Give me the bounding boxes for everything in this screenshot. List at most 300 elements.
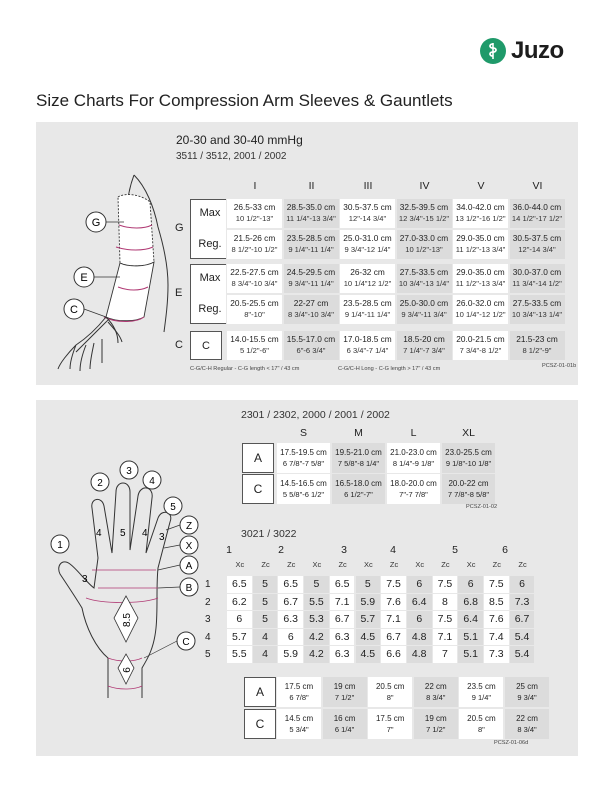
gauntlet-cell-cm: 19.5-21.0 cm bbox=[335, 448, 382, 457]
finger-cell-4-6: 6.7 bbox=[381, 629, 406, 646]
glove-code: PCSZ-01-06d bbox=[494, 740, 529, 746]
row-label-g-reg: Reg. bbox=[198, 238, 222, 250]
diagram-label-e-text: E bbox=[80, 272, 88, 284]
arm-cell-cm: 27.5-33.5 cm bbox=[512, 298, 562, 308]
glove-cell-cm: 16 cm bbox=[333, 714, 356, 723]
finger-cell-3-4: 6.7 bbox=[330, 611, 355, 628]
arm-cell-inch: 9 1/4"-11 1/4" bbox=[288, 245, 334, 254]
arm-cell-cm: 29.0-35.0 cm bbox=[456, 233, 505, 243]
gauntlet-row-label-a: A bbox=[242, 443, 274, 473]
arm-cell-e-1-1 bbox=[284, 295, 339, 324]
arm-cell-cm: 25.0-30.0 cm bbox=[399, 298, 449, 308]
gauntlet-models: 2301 / 2302, 2000 / 2001 / 2002 bbox=[241, 409, 390, 421]
finger-subcol-11: Zc bbox=[518, 560, 527, 569]
gauntlet-cell-inch: 8 1/4"-9 1/8" bbox=[392, 459, 435, 468]
arm-cell-cm: 29.0-35.0 cm bbox=[456, 267, 505, 277]
finger-row-4: 4 bbox=[205, 631, 211, 643]
arm-cell-cm: 26.0-32.0 cm bbox=[456, 298, 505, 308]
finger-cell-2-3: 5.5 bbox=[304, 594, 329, 611]
juzo-logo-icon bbox=[480, 38, 506, 64]
glove-cell-c-4 bbox=[459, 709, 503, 739]
finger-cell-2-0: 6.2 bbox=[227, 594, 252, 611]
arm-cell-e-0-2 bbox=[340, 264, 395, 293]
gauntlet-size-header-m: M bbox=[354, 427, 363, 439]
finger-cell-3-8: 7.5 bbox=[433, 611, 458, 628]
arm-cell-e-1-5 bbox=[510, 295, 565, 324]
arm-cell-inch: 10 1/4"-12 1/2" bbox=[455, 310, 506, 319]
finger-cell-1-11: 6 bbox=[510, 576, 535, 593]
glove-cell-a-4 bbox=[459, 677, 503, 707]
arm-cell-cm: 28.5-35.0 cm bbox=[286, 202, 336, 212]
size-header-iii: III bbox=[363, 180, 373, 192]
finger-subcol-7: Xc bbox=[415, 560, 425, 569]
arm-cell-cm: 20.0-21.5 cm bbox=[456, 334, 505, 344]
arm-cell-inch: 12 3/4"-15 1/2" bbox=[398, 214, 450, 223]
arm-cell-e-0-5 bbox=[510, 264, 565, 293]
glove-cell-c-3 bbox=[414, 709, 458, 739]
arm-cell-inch: 10 3/4"-13 1/4" bbox=[398, 279, 450, 288]
svg-text:3: 3 bbox=[126, 466, 132, 477]
row-label-g-max: Max bbox=[199, 207, 221, 219]
finger-cell-3-1: 5 bbox=[253, 611, 278, 628]
gauntlet-code: PCSZ-01-02 bbox=[466, 504, 498, 510]
arm-cell-e-1-4 bbox=[453, 295, 508, 324]
glove-cell-cm: 22 cm bbox=[424, 682, 447, 691]
arm-cell-inch: 11 3/4"-14 1/2" bbox=[512, 279, 562, 288]
arm-cell-g-0-5 bbox=[510, 199, 565, 228]
arm-cell-g-0-3 bbox=[397, 199, 452, 228]
arm-cell-e-0-4 bbox=[453, 264, 508, 293]
diagram-label-g-text: G bbox=[91, 217, 101, 229]
finger-cell-3-11: 6.7 bbox=[510, 611, 535, 628]
glove-cell-inch: 8" bbox=[477, 725, 485, 734]
finger-cell-2-1: 5 bbox=[253, 594, 278, 611]
group-letter-g: G bbox=[175, 222, 184, 234]
gauntlet-cell-cm: 21.0-23.0 cm bbox=[390, 448, 437, 457]
svg-text:A: A bbox=[185, 561, 193, 572]
arm-cell-inch: 7 3/4"-8 1/2" bbox=[459, 346, 502, 355]
arm-cell-cm: 17.0-18.5 cm bbox=[343, 334, 392, 344]
gauntlet-size-header-l: L bbox=[410, 427, 417, 439]
glove-cell-a-2 bbox=[368, 677, 412, 707]
arm-cell-inch: 7 1/4"-7 3/4" bbox=[403, 346, 445, 355]
finger-subcol-0: Xc bbox=[235, 560, 245, 569]
arm-cell-cm: 30.5-37.5 cm bbox=[512, 233, 562, 243]
glove-cell-inch: 6 1/4" bbox=[334, 725, 355, 734]
finger-subcol-5: Xc bbox=[363, 560, 373, 569]
page-title: Size Charts For Compression Arm Sleeves & Gauntlets bbox=[36, 91, 453, 110]
arm-cell-cm: 21.5-26 cm bbox=[233, 233, 276, 243]
finger-col-5: 5 bbox=[452, 544, 458, 556]
arm-cell-g-1-2 bbox=[340, 230, 395, 259]
arm-cell-c-0-1 bbox=[284, 331, 339, 360]
finger-cell-2-6: 7.6 bbox=[381, 594, 406, 611]
hand-diagram bbox=[46, 458, 216, 718]
finger-subcol-9: Xc bbox=[466, 560, 476, 569]
arm-cell-cm: 26-32 cm bbox=[350, 267, 385, 277]
finger-cell-1-4: 6.5 bbox=[330, 576, 355, 593]
finger-cell-4-1: 4 bbox=[253, 629, 278, 646]
arm-cell-cm: 22-27 cm bbox=[293, 298, 329, 308]
gauntlet-cell-cm: 17.5-19.5 cm bbox=[280, 448, 327, 457]
arm-cell-inch: 8 3/4"-10 3/4" bbox=[231, 279, 278, 288]
gauntlet-cell-inch: 7"-7 7/8" bbox=[399, 490, 428, 499]
finger-cell-2-7: 6.4 bbox=[407, 594, 432, 611]
finger-cell-1-8: 7.5 bbox=[433, 576, 458, 593]
juzo-logo bbox=[480, 36, 564, 66]
gauntlet-cell-a-2 bbox=[387, 443, 440, 473]
arm-cell-g-1-5 bbox=[510, 230, 565, 259]
finger-subcol-3: Xc bbox=[312, 560, 322, 569]
finger-cell-1-9: 6 bbox=[458, 576, 483, 593]
glove-cell-cm: 17.5 cm bbox=[284, 682, 314, 691]
finger-cell-4-11: 5.4 bbox=[510, 629, 535, 646]
arm-cell-cm: 26.5-33 cm bbox=[233, 202, 276, 212]
finger-cell-4-8: 7.1 bbox=[433, 629, 458, 646]
arm-cell-inch: 8 1/2"-9" bbox=[522, 346, 552, 355]
svg-text:Z: Z bbox=[185, 521, 193, 532]
arm-cell-inch: 8 3/4"-10 3/4" bbox=[288, 310, 334, 319]
arm-cell-cm: 24.5-29.5 cm bbox=[286, 267, 336, 277]
finger-cell-2-8: 8 bbox=[433, 594, 458, 611]
size-header-ii: II bbox=[308, 180, 315, 192]
finger-row-5: 5 bbox=[205, 649, 211, 661]
glove-cell-a-5 bbox=[505, 677, 549, 707]
arm-cell-inch: 13 1/2"-16 1/2" bbox=[455, 214, 506, 223]
arm-cell-cm: 32.5-39.5 cm bbox=[399, 202, 449, 212]
finger-cell-5-9: 5.1 bbox=[458, 646, 483, 663]
glove-cell-inch: 8 3/4" bbox=[426, 693, 446, 702]
finger-cell-5-4: 6.3 bbox=[330, 646, 355, 663]
finger-cell-2-4: 7.1 bbox=[330, 594, 355, 611]
gauntlet-size-header-xl: XL bbox=[462, 427, 475, 439]
arm-chart-models: 3511 / 3512, 2001 / 2002 bbox=[176, 151, 287, 162]
finger-row-2: 2 bbox=[205, 596, 211, 608]
arm-cell-e-0-1 bbox=[284, 264, 339, 293]
glove-cell-cm: 14.5 cm bbox=[284, 714, 314, 723]
finger-subcol-4: Zc bbox=[338, 560, 347, 569]
finger-cell-4-9: 5.1 bbox=[458, 629, 483, 646]
finger-cell-4-0: 5.7 bbox=[227, 629, 252, 646]
glove-cell-a-3 bbox=[414, 677, 458, 707]
finger-cell-1-7: 6 bbox=[407, 576, 432, 593]
size-header-i: I bbox=[253, 180, 257, 192]
arm-cell-e-1-0 bbox=[227, 295, 282, 324]
gauntlet-cell-cm: 18.0-20.0 cm bbox=[390, 479, 437, 488]
finger-col-4: 4 bbox=[390, 544, 396, 556]
finger-subcol-10: Zc bbox=[492, 560, 502, 569]
finger-cell-3-3: 5.3 bbox=[304, 611, 329, 628]
hand-inner-finger-4a: 4 bbox=[96, 528, 102, 539]
arm-cell-cm: 15.5-17.0 cm bbox=[286, 334, 336, 344]
finger-cell-4-2: 6 bbox=[278, 629, 303, 646]
hand-inner-finger-5: 5 bbox=[120, 528, 126, 539]
glove-models: 3021 / 3022 bbox=[241, 528, 297, 540]
arm-cell-inch: 10 3/4"-13 1/4" bbox=[511, 310, 563, 319]
row-label-e-reg: Reg. bbox=[198, 303, 222, 315]
arm-cell-inch: 10 1/2"-13" bbox=[405, 245, 443, 254]
glove-cell-c-0 bbox=[277, 709, 321, 739]
svg-text:5: 5 bbox=[170, 502, 176, 513]
finger-cell-2-2: 6.7 bbox=[278, 594, 303, 611]
arm-cell-cm: 23.5-28.5 cm bbox=[343, 298, 392, 308]
arm-cell-inch: 11 1/4"-13 3/4" bbox=[286, 214, 336, 223]
hand-inner-finger-4b: 4 bbox=[142, 528, 148, 539]
svg-text:4: 4 bbox=[149, 476, 155, 487]
arm-cell-e-1-2 bbox=[340, 295, 395, 324]
glove-cell-inch: 6 7/8" bbox=[289, 693, 309, 702]
gauntlet-cell-inch: 7 7/8"-8 5/8" bbox=[447, 490, 490, 499]
arm-cell-cm: 34.0-42.0 cm bbox=[456, 202, 505, 212]
glove-cell-a-0 bbox=[277, 677, 321, 707]
glove-cell-cm: 20.5 cm bbox=[375, 682, 405, 691]
arm-cell-cm: 25.0-31.0 cm bbox=[343, 233, 392, 243]
finger-cell-2-11: 7.3 bbox=[510, 594, 535, 611]
finger-cell-4-5: 4.5 bbox=[356, 629, 381, 646]
finger-cell-5-2: 5.9 bbox=[278, 646, 303, 663]
finger-cell-1-2: 6.5 bbox=[278, 576, 303, 593]
finger-subcol-6: Zc bbox=[389, 560, 399, 569]
finger-cell-3-6: 7.1 bbox=[381, 611, 406, 628]
arm-chart-title: 20-30 and 30-40 mmHg bbox=[176, 133, 303, 147]
arm-diagram bbox=[46, 167, 196, 387]
arm-cell-g-1-3 bbox=[397, 230, 452, 259]
finger-cell-3-2: 6.3 bbox=[278, 611, 303, 628]
gauntlet-cell-cm: 20.0-22 cm bbox=[448, 479, 489, 488]
glove-cell-inch: 8" bbox=[386, 693, 394, 702]
svg-text:X: X bbox=[185, 541, 193, 552]
finger-cell-2-9: 6.8 bbox=[458, 594, 483, 611]
hand-label-a bbox=[158, 556, 198, 574]
gauntlet-cell-inch: 7 5/8"-8 1/4" bbox=[337, 459, 380, 468]
arm-cell-cm: 20.5-25.5 cm bbox=[230, 298, 279, 308]
arm-cell-inch: 8"-10" bbox=[244, 310, 265, 319]
arm-cell-cm: 23.5-28.5 cm bbox=[286, 233, 336, 243]
gauntlet-cell-c-1 bbox=[332, 474, 385, 504]
group-letter-c: C bbox=[175, 338, 183, 351]
finger-subcol-8: Zc bbox=[441, 560, 450, 569]
finger-cell-1-5: 5 bbox=[356, 576, 381, 593]
arm-cell-inch: 9 3/4"-11 1/4" bbox=[288, 279, 334, 288]
finger-row-3: 3 bbox=[205, 614, 211, 626]
arm-cell-cm: 21.5-23 cm bbox=[516, 334, 558, 344]
hand-inner-finger-3: 3 bbox=[159, 532, 165, 543]
arm-cell-inch: 12"-14 3/4" bbox=[518, 245, 556, 254]
arm-cell-inch: 11 1/2"-13 3/4" bbox=[455, 279, 506, 288]
glove-cell-c-1 bbox=[323, 709, 367, 739]
arm-cell-c-0-3 bbox=[397, 331, 452, 360]
arm-cell-e-1-3 bbox=[397, 295, 452, 324]
glove-cell-cm: 19 cm bbox=[424, 714, 447, 723]
arm-cell-inch: 11 1/2"-13 3/4" bbox=[455, 245, 506, 254]
gauntlet-cell-cm: 23.0-25.5 cm bbox=[445, 448, 492, 457]
arm-cell-inch: 9 3/4"-12 1/4" bbox=[344, 245, 391, 254]
hand-inner-wrist-6: 6 bbox=[122, 667, 133, 673]
arm-cell-cm: 30.5-37.5 cm bbox=[343, 202, 392, 212]
arm-cell-cm: 14.0-15.5 cm bbox=[230, 334, 279, 344]
arm-cell-inch: 12"-14 3/4" bbox=[348, 214, 387, 223]
hand-label-3 bbox=[120, 461, 138, 479]
arm-cell-c-0-4 bbox=[453, 331, 508, 360]
glove-cell-inch: 9 3/4" bbox=[517, 693, 537, 702]
hand-label-c bbox=[144, 632, 195, 658]
size-header-iv: IV bbox=[419, 180, 430, 192]
finger-cell-1-10: 7.5 bbox=[484, 576, 509, 593]
glove-cell-inch: 7 1/2" bbox=[426, 725, 446, 734]
finger-cell-1-0: 6.5 bbox=[227, 576, 252, 593]
gauntlet-cell-inch: 9 1/8"-10 1/8" bbox=[445, 459, 492, 468]
footnote-regular: C-G/C-H Regular - C-G length < 17" / 43 cm bbox=[190, 366, 300, 372]
hand-label-4 bbox=[143, 471, 161, 489]
hand-label-x bbox=[164, 536, 198, 554]
arm-cell-cm: 27.5-33.5 cm bbox=[399, 267, 449, 277]
footnote-long: C-G/C-H Long - C-G length > 17" / 43 cm bbox=[338, 366, 441, 372]
finger-col-1: 1 bbox=[226, 544, 232, 556]
gauntlet-cell-c-3 bbox=[442, 474, 495, 504]
svg-text:C: C bbox=[182, 637, 190, 648]
arm-cell-inch: 10 1/2"-13" bbox=[235, 214, 274, 223]
glove-cell-inch: 5 3/4" bbox=[289, 725, 309, 734]
finger-cell-5-5: 4.5 bbox=[356, 646, 381, 663]
finger-col-2: 2 bbox=[278, 544, 284, 556]
hand-label-5 bbox=[164, 497, 182, 515]
hand-inner-palm-8-5: 8.5 bbox=[122, 613, 133, 627]
finger-cell-5-8: 7 bbox=[433, 646, 458, 663]
glove-cell-inch: 9 1/4" bbox=[471, 693, 492, 702]
finger-cell-1-3: 5 bbox=[304, 576, 329, 593]
diagram-label-c-text: C bbox=[70, 304, 78, 316]
arm-cell-inch: 10 1/4"12 1/2" bbox=[343, 279, 392, 288]
glove-row-label-a: A bbox=[244, 677, 276, 707]
size-header-v: V bbox=[477, 180, 485, 192]
finger-cell-5-0: 5.5 bbox=[227, 646, 252, 663]
gauntlet-cell-c-0 bbox=[277, 474, 330, 504]
finger-cell-5-1: 4 bbox=[253, 646, 278, 663]
arm-cell-e-0-0 bbox=[227, 264, 282, 293]
gauntlet-cell-inch: 6 1/2"-7" bbox=[344, 490, 373, 499]
brand-name: Juzo bbox=[511, 37, 564, 64]
hand-label-b bbox=[158, 578, 198, 596]
gauntlet-row-label-c: C bbox=[242, 474, 274, 504]
arm-cell-cm: 36.0-44.0 cm bbox=[512, 202, 562, 212]
finger-cell-4-7: 4.8 bbox=[407, 629, 432, 646]
glove-cell-a-1 bbox=[323, 677, 367, 707]
finger-cell-5-11: 5.4 bbox=[510, 646, 535, 663]
gauntlet-size-header-s: S bbox=[299, 427, 307, 439]
arm-sleeve-panel bbox=[36, 122, 578, 385]
diagram-label-e bbox=[74, 267, 120, 287]
arm-cell-c-0-2 bbox=[340, 331, 395, 360]
finger-cell-2-5: 5.9 bbox=[356, 594, 381, 611]
finger-cell-5-10: 7.3 bbox=[484, 646, 509, 663]
gauntlet-cell-cm: 14.5-16.5 cm bbox=[280, 479, 327, 488]
finger-subcol-2: Zc bbox=[287, 560, 296, 569]
gauntlet-cell-a-3 bbox=[442, 443, 495, 473]
finger-cell-5-6: 6.6 bbox=[381, 646, 406, 663]
glove-cell-inch: 8 3/4" bbox=[517, 725, 537, 734]
arm-cell-g-0-4 bbox=[453, 199, 508, 228]
gauntlet-cell-c-2 bbox=[387, 474, 440, 504]
finger-row-1: 1 bbox=[205, 579, 211, 590]
glove-cell-cm: 17.5 cm bbox=[375, 714, 405, 723]
finger-col-3: 3 bbox=[341, 544, 347, 556]
finger-cell-4-10: 7.4 bbox=[484, 629, 509, 646]
arm-cell-cm: 30.0-37.0 cm bbox=[512, 267, 562, 277]
gauntlet-cell-a-1 bbox=[332, 443, 385, 473]
glove-cell-c-5 bbox=[505, 709, 549, 739]
glove-cell-inch: 7" bbox=[386, 725, 394, 734]
arm-cell-g-0-0 bbox=[227, 199, 282, 228]
arm-cell-inch: 9 3/4"-11 3/4" bbox=[401, 310, 447, 319]
arm-chart-code: PCSZ-01-01b bbox=[542, 363, 577, 369]
arm-cell-inch: 5 1/2"-6" bbox=[239, 346, 270, 355]
finger-cell-4-4: 6.3 bbox=[330, 629, 355, 646]
arm-cell-inch: 6 3/4"-7 1/4" bbox=[346, 346, 389, 355]
glove-cell-inch: 7 1/2" bbox=[334, 693, 355, 702]
gauntlet-cell-inch: 6 7/8"-7 5/8" bbox=[282, 459, 325, 468]
finger-cell-3-9: 6.4 bbox=[458, 611, 483, 628]
svg-text:B: B bbox=[185, 583, 193, 594]
arm-cell-cm: 18.5-20 cm bbox=[403, 334, 445, 344]
arm-cell-c-0-5 bbox=[510, 331, 565, 360]
finger-cell-2-10: 8.5 bbox=[484, 594, 509, 611]
finger-col-6: 6 bbox=[502, 544, 508, 556]
arm-cell-c-0-0 bbox=[227, 331, 282, 360]
finger-cell-3-0: 6 bbox=[227, 611, 252, 628]
hand-label-2 bbox=[91, 473, 109, 491]
arm-cell-inch: 8 1/2"-10 1/2" bbox=[231, 245, 278, 254]
glove-cell-cm: 23.5 cm bbox=[467, 682, 496, 691]
gauntlet-cell-cm: 16.5-18.0 cm bbox=[335, 479, 382, 488]
glove-panel bbox=[36, 400, 578, 756]
diagram-label-c bbox=[64, 299, 106, 319]
finger-cell-1-6: 7.5 bbox=[381, 576, 406, 593]
finger-subcol-1: Zc bbox=[261, 560, 270, 569]
glove-cell-cm: 22 cm bbox=[516, 714, 538, 723]
arm-cell-inch: 9 1/4"-11 1/4" bbox=[344, 310, 391, 319]
finger-cell-4-3: 4.2 bbox=[304, 629, 329, 646]
finger-cell-5-7: 4.8 bbox=[407, 646, 432, 663]
gauntlet-cell-inch: 5 5/8"-6 1/2" bbox=[282, 490, 325, 499]
group-letter-e: E bbox=[175, 287, 183, 299]
size-header-vi: VI bbox=[532, 180, 543, 192]
arm-cell-inch: 14 1/2"-17 1/2" bbox=[511, 214, 563, 223]
hand-inner-thumb-3: 3 bbox=[82, 574, 88, 585]
finger-cell-3-10: 7.6 bbox=[484, 611, 509, 628]
hand-label-1 bbox=[51, 535, 69, 553]
finger-cell-1-1: 5 bbox=[253, 576, 278, 593]
row-label-e-max: Max bbox=[199, 272, 221, 284]
arm-cell-inch: 6"-6 3/4" bbox=[296, 346, 326, 355]
arm-cell-g-0-2 bbox=[340, 199, 395, 228]
arm-cell-cm: 27.0-33.0 cm bbox=[399, 233, 449, 243]
glove-cell-cm: 19 cm bbox=[333, 682, 356, 691]
diagram-label-g bbox=[86, 212, 124, 232]
gauntlet-cell-a-0 bbox=[277, 443, 330, 473]
glove-cell-cm: 20.5 cm bbox=[467, 714, 496, 723]
arm-cell-g-0-1 bbox=[284, 199, 339, 228]
svg-text:1: 1 bbox=[57, 540, 63, 551]
svg-text:2: 2 bbox=[97, 478, 103, 489]
glove-row-label-c: C bbox=[244, 709, 276, 739]
glove-cell-cm: 25 cm bbox=[516, 682, 538, 691]
finger-cell-3-7: 6 bbox=[407, 611, 432, 628]
arm-cell-g-1-0 bbox=[227, 230, 282, 259]
glove-cell-c-2 bbox=[368, 709, 412, 739]
arm-cell-cm: 22.5-27.5 cm bbox=[230, 267, 279, 277]
finger-cell-3-5: 5.7 bbox=[356, 611, 381, 628]
arm-cell-g-1-1 bbox=[284, 230, 339, 259]
